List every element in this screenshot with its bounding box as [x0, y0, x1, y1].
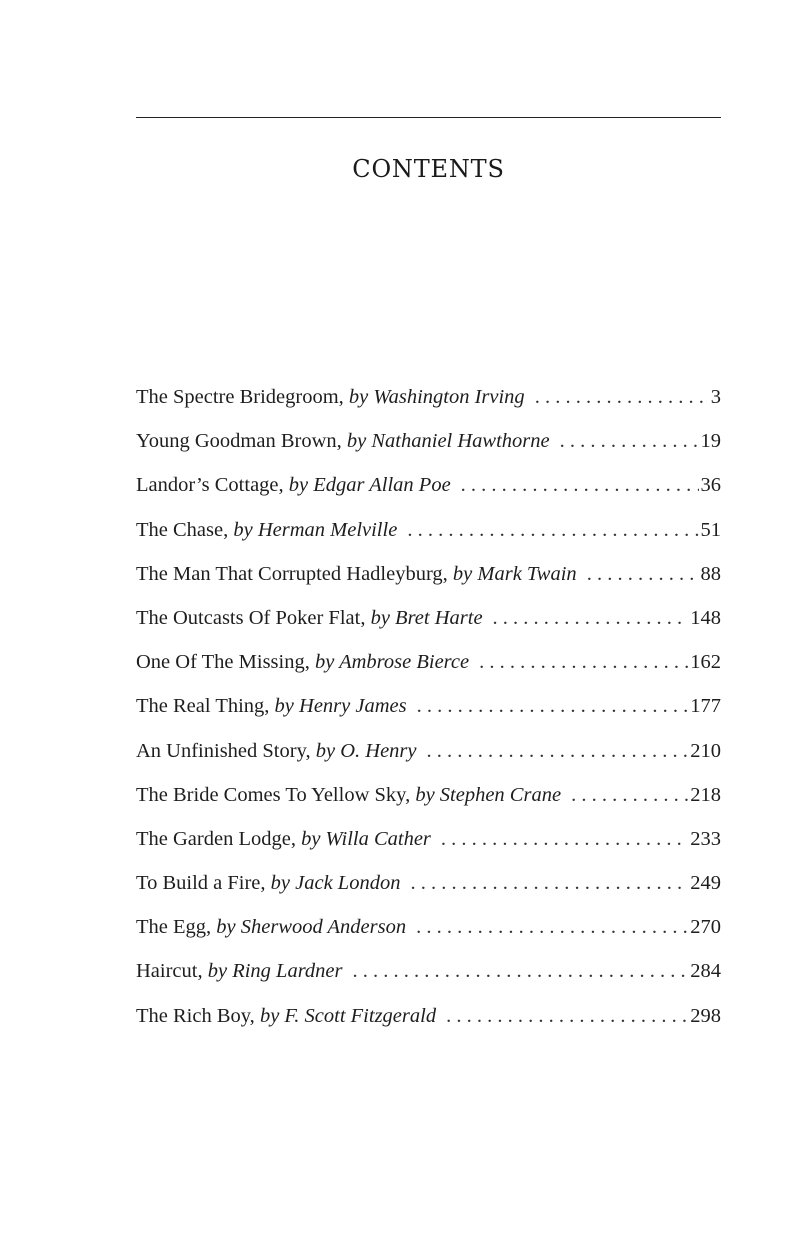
page-number: 210: [690, 739, 721, 762]
dot-leader: [407, 513, 698, 547]
story-author: by Sherwood Anderson: [216, 916, 407, 939]
story-title: Young Goodman Brown,: [136, 430, 342, 453]
story-title: The Garden Lodge,: [136, 827, 296, 850]
story-author: by F. Scott Fitzgerald: [259, 1004, 437, 1027]
page-number: 162: [690, 651, 721, 674]
story-author: by Ring Lardner: [207, 960, 343, 983]
dot-leader: [427, 734, 689, 768]
toc-entry[interactable]: [136, 468, 721, 512]
page-title: CONTENTS: [352, 155, 505, 183]
table-of-contents: [136, 380, 721, 1043]
toc-entry[interactable]: [136, 734, 721, 778]
dot-leader: [535, 380, 705, 414]
story-author: by Jack London: [270, 872, 401, 895]
toc-entry[interactable]: [136, 557, 721, 601]
story-author: by Washington Irving: [348, 386, 525, 408]
toc-entry[interactable]: [136, 645, 721, 689]
toc-entry[interactable]: [136, 954, 721, 998]
story-title: To Build a Fire,: [136, 872, 266, 895]
story-title: The Chase,: [136, 518, 229, 541]
page-number: 218: [690, 783, 721, 806]
story-title: Haircut,: [136, 960, 203, 983]
dot-leader: [493, 601, 689, 635]
page-number: 51: [700, 518, 721, 541]
story-title: The Rich Boy,: [136, 1004, 255, 1027]
page-number: 3: [710, 386, 721, 408]
story-title: The Man That Corrupted Hadleyburg,: [136, 562, 448, 585]
dot-leader: [587, 557, 699, 591]
page-number: 284: [690, 960, 721, 983]
story-author: by Bret Harte: [370, 606, 483, 629]
dot-leader: [417, 689, 689, 723]
dot-leader: [560, 424, 699, 458]
story-title: The Spectre Bridegroom,: [136, 386, 344, 408]
page-number: 270: [690, 916, 721, 939]
toc-entry[interactable]: [136, 424, 721, 468]
page-number: 36: [700, 474, 721, 497]
toc-entry[interactable]: [136, 513, 721, 557]
page-number: 19: [700, 430, 721, 453]
toc-entry[interactable]: [136, 866, 721, 910]
dot-leader: [461, 468, 699, 502]
page-number: 298: [690, 1004, 721, 1027]
story-author: by Stephen Crane: [415, 783, 562, 806]
dot-leader: [410, 866, 688, 900]
toc-entry[interactable]: [136, 999, 721, 1043]
story-title: The Outcasts Of Poker Flat,: [136, 606, 366, 629]
dot-leader: [446, 999, 688, 1033]
story-title: Landor’s Cottage,: [136, 474, 284, 497]
story-author: by Henry James: [274, 695, 407, 718]
story-title: An Unfinished Story,: [136, 739, 311, 762]
story-author: by Edgar Allan Poe: [288, 474, 451, 497]
toc-entry[interactable]: [136, 778, 721, 822]
story-author: by Mark Twain: [452, 562, 577, 585]
toc-entry[interactable]: [136, 689, 721, 733]
toc-entry[interactable]: [136, 910, 721, 954]
page-number: 148: [690, 606, 721, 629]
story-author: by O. Henry: [315, 739, 417, 762]
story-title: The Egg,: [136, 916, 212, 939]
story-title: One Of The Missing,: [136, 651, 310, 674]
dot-leader: [571, 778, 688, 812]
story-author: by Ambrose Bierce: [315, 651, 470, 674]
dot-leader: [479, 645, 688, 679]
story-title: The Bride Comes To Yellow Sky,: [136, 783, 411, 806]
toc-entry[interactable]: [136, 601, 721, 645]
page-number: 249: [690, 872, 721, 895]
page-number: 233: [690, 827, 721, 850]
dot-leader: [441, 822, 688, 856]
dot-leader: [416, 910, 688, 944]
story-author: by Herman Melville: [233, 518, 398, 541]
toc-entry[interactable]: [136, 380, 721, 424]
page-number: 177: [690, 695, 721, 718]
story-author: by Willa Cather: [301, 827, 431, 850]
page-number: 88: [700, 562, 721, 585]
story-author: by Nathaniel Hawthorne: [346, 430, 550, 453]
toc-entry[interactable]: [136, 822, 721, 866]
header-rule: [136, 117, 721, 118]
story-title: The Real Thing,: [136, 695, 270, 718]
dot-leader: [353, 954, 689, 988]
